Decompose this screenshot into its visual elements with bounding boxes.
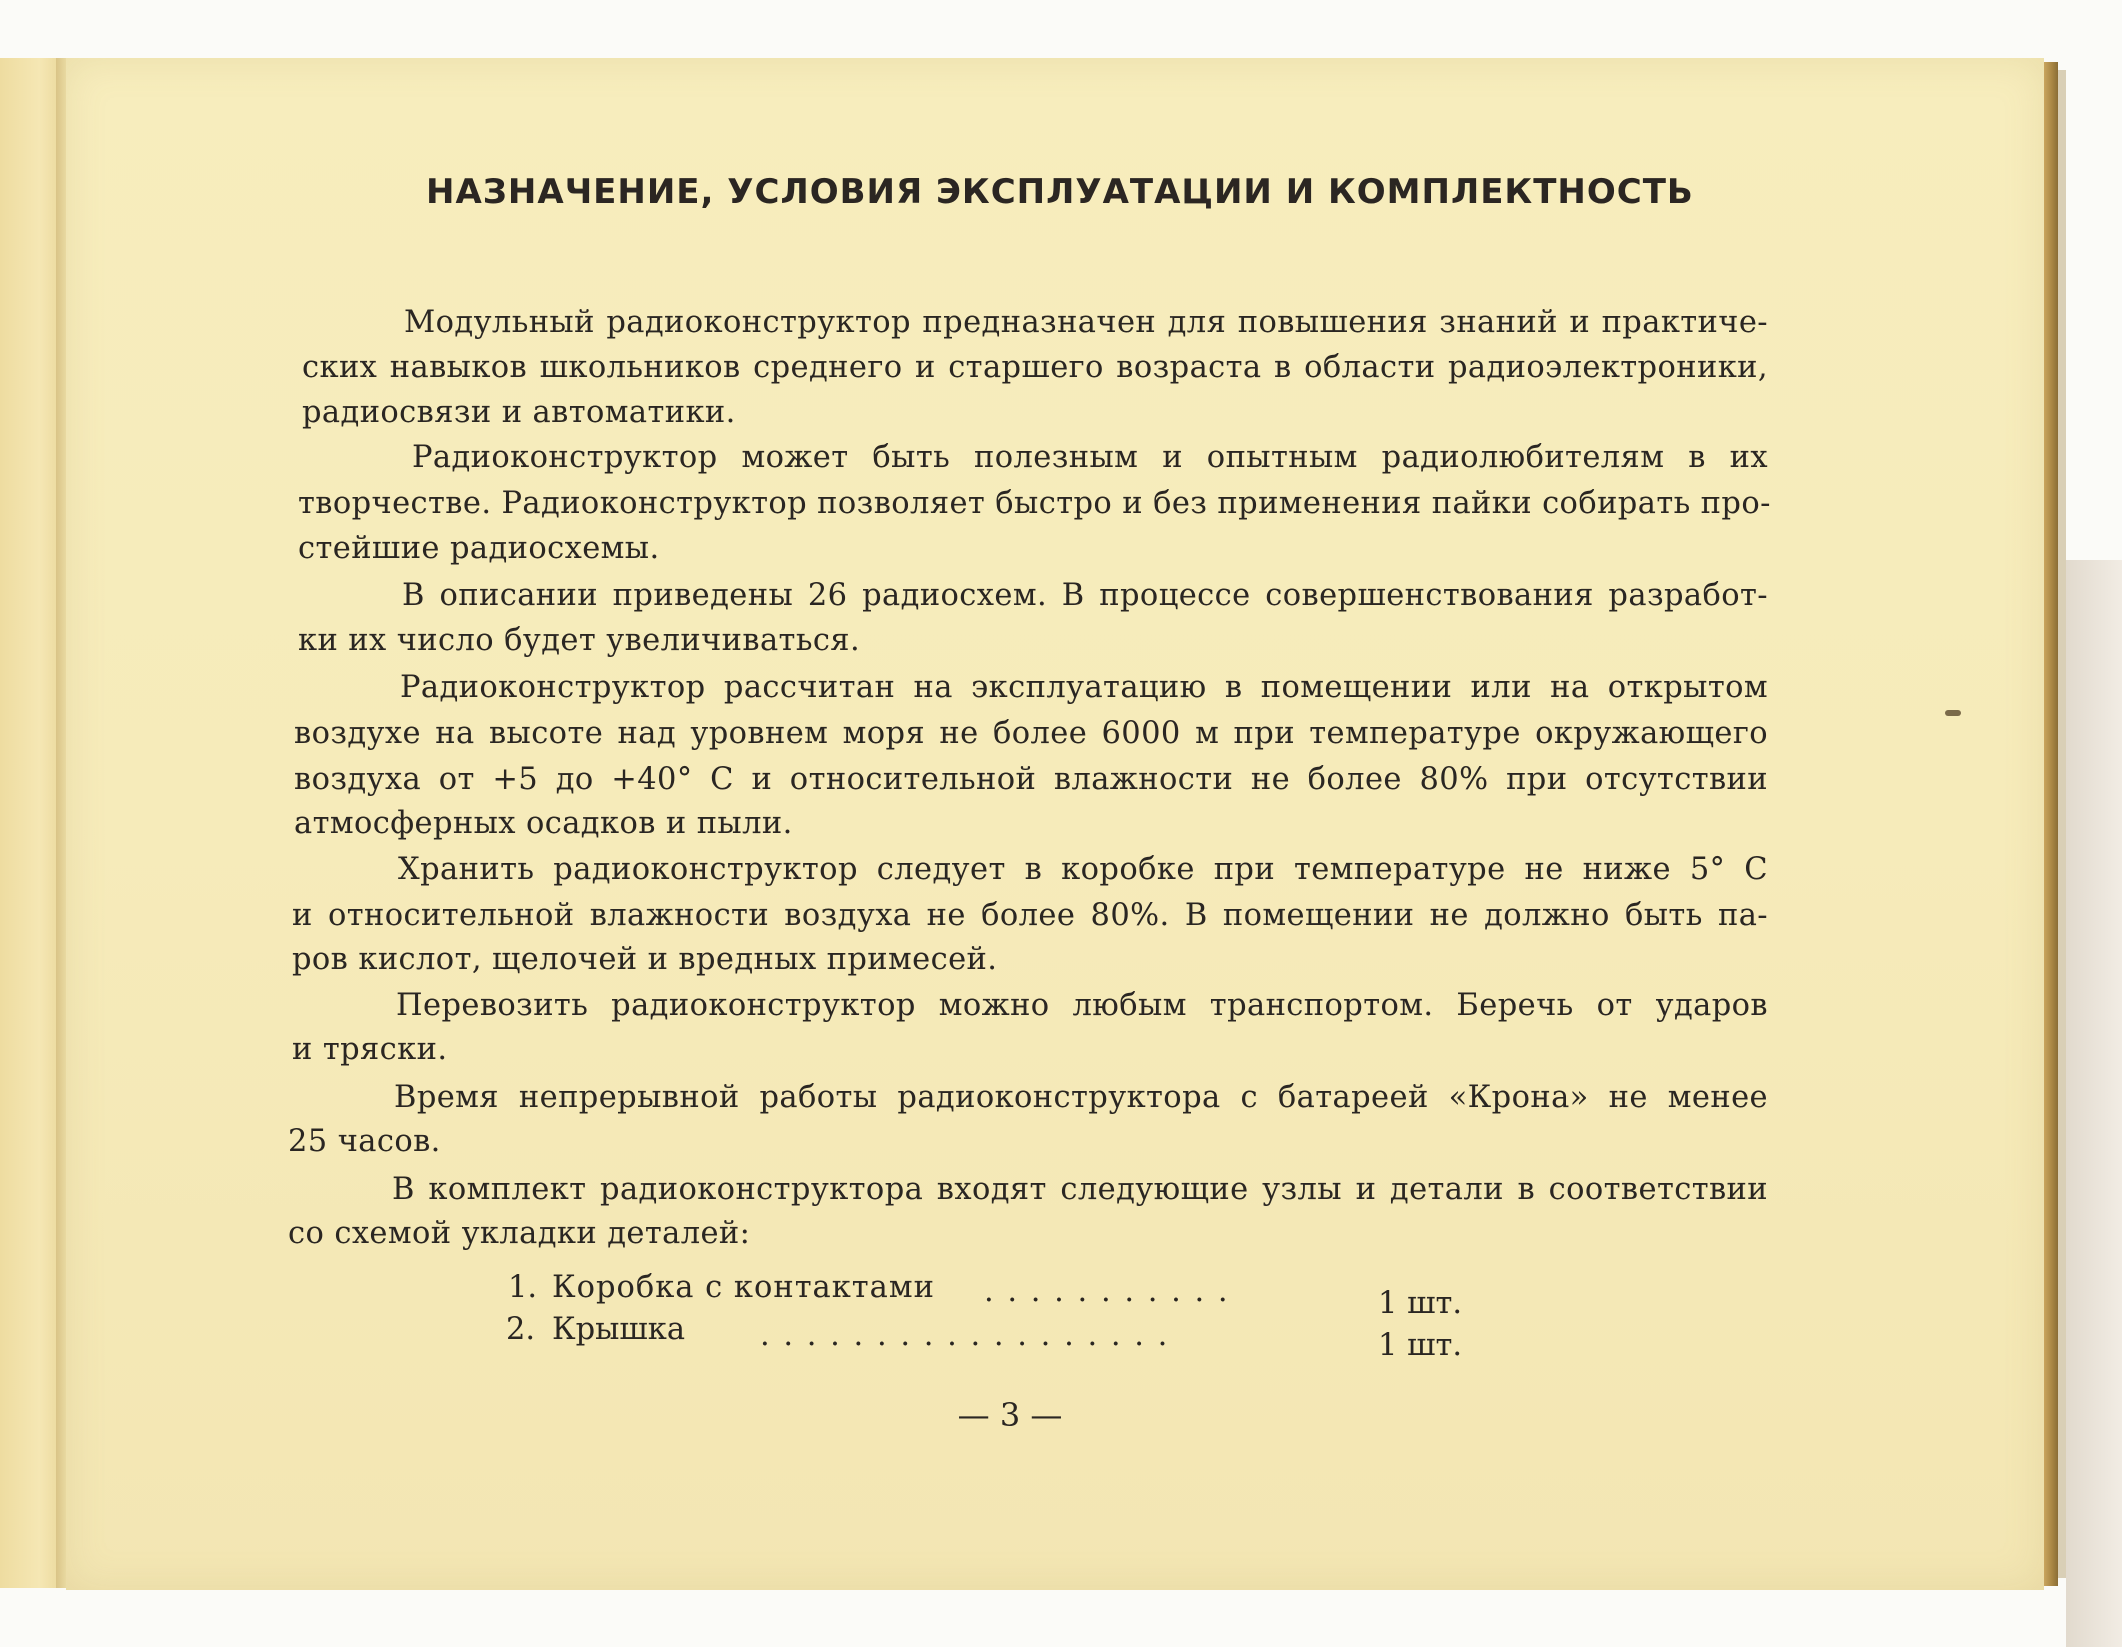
- paragraph-2-line-1: Радиоконструктор может быть полезным и опытным радиолюбителям в их: [412, 440, 1768, 475]
- paragraph-5-line-1: Хранить радиоконструктор следует в коробке при температуре не ниже 5° С: [398, 852, 1768, 887]
- paragraph-4-line-1: Радиоконструктор рассчитан на эксплуатацию в помещении или на открытом: [400, 670, 1768, 705]
- paragraph-1-line-1: Модульный радиоконструктор предназначен для повышения знаний и практиче-: [404, 305, 1768, 340]
- paragraph-2-line-2: творчестве. Радиоконструктор позволяет быстро и без применения пайки собирать про-: [298, 486, 1771, 521]
- page-stack-edge: [2044, 62, 2058, 1586]
- item-1-quantity: 1 шт.: [1378, 1286, 1463, 1321]
- item-2-number: 2.: [506, 1312, 536, 1347]
- paragraph-5-line-2: и относительной влажности воздуха не более 80%. В помещении не должно быть па-: [292, 898, 1768, 933]
- paragraph-3-line-1: В описании приведены 26 радиосхем. В процессе совершенствования разработ-: [402, 578, 1768, 613]
- paragraph-3-line-2: ки их число будет увеличиваться.: [298, 623, 861, 658]
- item-2-name: Крышка: [552, 1312, 686, 1347]
- paragraph-4-line-3: воздуха от +5 до +40° С и относительной влажности не более 80% при отсутствии: [294, 762, 1768, 797]
- paragraph-1-line-3: радиосвязи и автоматики.: [302, 395, 736, 430]
- paragraph-2-line-3: стейшие радиосхемы.: [298, 531, 660, 566]
- item-2-leader-dots: . . . . . . . . . . . . . . . . . .: [760, 1318, 1170, 1353]
- paragraph-4-line-2: воздухе на высоте над уровнем моря не более 6000 м при температуре окружающего: [294, 716, 1768, 751]
- paragraph-8-line-1: В комплект радиоконструктора входят следующие узлы и детали в соответствии: [392, 1172, 1768, 1207]
- item-1-name: Коробка с контактами: [552, 1270, 935, 1305]
- paragraph-1-line-2: ских навыков школьников среднего и старшего возраста в области радиоэлектроники,: [302, 350, 1768, 385]
- page-number: — 3 —: [957, 1396, 1063, 1434]
- paragraph-8-line-2: со схемой укладки деталей:: [288, 1216, 751, 1251]
- cover-edge: [2058, 70, 2066, 1578]
- paragraph-7-line-1: Время непрерывной работы радиоконструктора с батареей «Крона» не менее: [394, 1080, 1768, 1115]
- item-2-quantity: 1 шт.: [1378, 1328, 1463, 1363]
- scan-shadow: [2066, 560, 2122, 1647]
- paragraph-5-line-3: ров кислот, щелочей и вредных примесей.: [292, 942, 998, 977]
- paragraph-6-line-1: Перевозить радиоконструктор можно любым транспортом. Беречь от ударов: [396, 988, 1768, 1023]
- item-1-number: 1.: [508, 1270, 538, 1305]
- paragraph-6-line-2: и тряски.: [292, 1032, 448, 1067]
- item-1-leader-dots: . . . . . . . . . . .: [984, 1274, 1230, 1309]
- paper-speck: [1945, 710, 1961, 716]
- paragraph-4-line-4: атмосферных осадков и пыли.: [294, 806, 793, 841]
- paragraph-7-line-2: 25 часов.: [288, 1124, 441, 1159]
- page-title: НАЗНАЧЕНИЕ, УСЛОВИЯ ЭКСПЛУАТАЦИИ И КОМПЛЕКТНОСТЬ: [426, 172, 1694, 212]
